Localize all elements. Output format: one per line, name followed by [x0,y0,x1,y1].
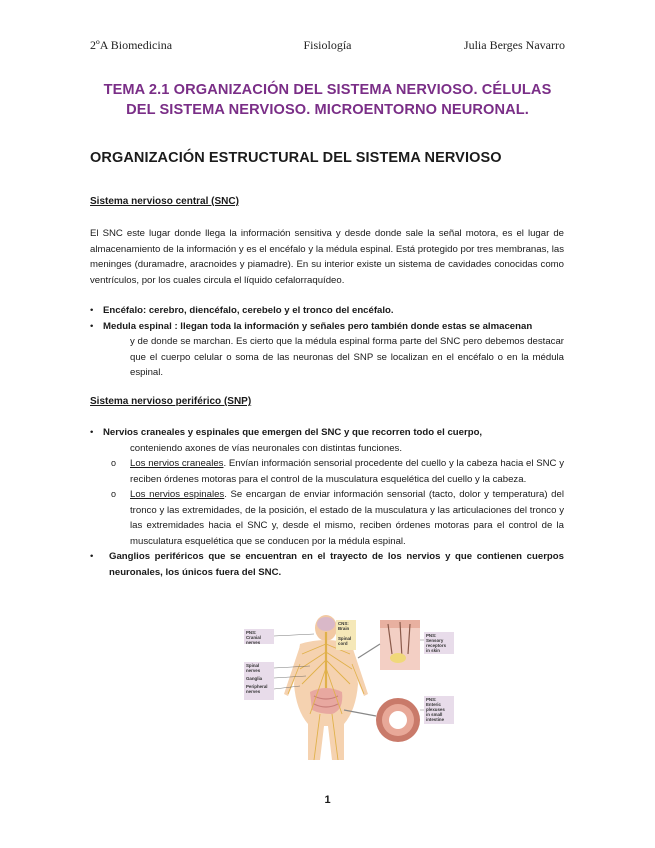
cranial-nerves-term: Los nervios craneales [130,458,224,469]
medula-bullet-lead: Medula espinal : llegan toda la información y señales pero también donde estas se almacenan [103,320,533,332]
label-plexuses: plexuses [426,707,445,712]
label-in-small: in small [426,712,443,717]
label-pns: PNS: [246,630,257,635]
topic-title-line1: TEMA 2.1 ORGANIZACIÓN DEL SISTEMA NERVIOSO. CÉLULAS [103,82,552,98]
skin-section-illustration [358,620,454,670]
list-item [90,425,564,549]
encefalo-bullet: Encéfalo: cerebro, diencéfalo, cerebelo y el tronco del encéfalo. [103,305,394,316]
label-pns: PNS: [426,697,437,702]
snc-paragraph: El SNC este lugar donde llega la información sensitiva y desde donde sale la señal motora, es el lugar de almacenamiento de la información y es el encéfalo y la médula espinal. Está protegido por tres membranas, las meninges (duramadre, aracnoides y piamadre). En su interior existe un sistema de cavidades conocidas como ventrículos, por los cuales circula el líquido cefalorraquídeo. [90,228,564,286]
header-author: Julia Berges Navarro [463,38,565,52]
label-pns: PNS: [426,633,437,638]
circle-bullet-icon: o [111,458,117,468]
header-subject: Fisiología [303,38,352,52]
label-in-skin: in skin [426,648,440,653]
snc-bullet-list [90,303,564,381]
nervios-sublist [90,456,564,549]
list-item [90,319,564,381]
topic-title [80,80,575,120]
label-cns: CNS: [338,621,349,626]
nervous-system-figure [240,614,458,762]
label-nerves: nerves [246,668,261,673]
snp-bullet-list [90,425,564,580]
label-peripheral: Peripheral [246,684,268,689]
label-cord: cord [338,641,348,646]
bullet-icon: • [90,551,94,562]
page-header [90,38,565,56]
bullet-icon: • [90,320,94,332]
spinal-nerves-term: Los nervios espinales [130,489,225,500]
bullet-icon: • [90,305,94,316]
ganglios-bullet: Ganglios periféricos que se encuentran en el trayecto de los nervios y que contienen cuerpos neuronales, los únicos fuera del SNC. [109,551,564,578]
nervios-bullet-lead: Nervios craneales y espinales que emergen del SNC y que recorren todo el cuerpo, [103,427,483,438]
label-spinal: Spinal [246,663,260,668]
list-item [111,456,564,487]
snc-heading: Sistema nervioso central (SNC) [90,196,239,207]
nervios-bullet-cont: conteniendo axones de vías neuronales con distintas funciones. [130,442,403,454]
list-item [90,549,564,580]
list-item [90,303,564,319]
bullet-icon: • [90,427,94,438]
label-cranial: Cranial [246,635,261,640]
header-course: 2ºA Biomedicina [90,38,173,52]
page-number: 1 [324,794,331,806]
label-nerves: nerves [246,689,261,694]
circle-bullet-icon: o [111,489,117,499]
label-ganglia: Ganglia [246,676,263,681]
label-receptors: receptors [426,643,447,648]
label-nerves: nerves [246,640,261,645]
topic-title-line2: DEL SISTEMA NERVIOSO. MICROENTORNO NEURONAL. [126,102,529,118]
list-item [111,487,564,549]
label-intestine: intestine [426,717,445,722]
cns-labels [336,620,356,650]
label-sensory: Sensory [426,638,444,643]
snp-heading: Sistema nervioso periférico (SNP) [90,396,252,407]
medula-bullet-cont: y de donde se marchan. Es cierto que la médula espinal forma parte del SNC pero debemos destacar que el cuerpo celular o soma de las neuronas del SNP se localizan en el encéfalo o en la médula espinal. [130,336,564,378]
label-enteric: Enteric [426,702,441,707]
spinal-nerves-text: . Se encargan de enviar información sensorial (tacto, dolor y temperatura) del tronco y las extremidades, de la posición, el estado de la musculatura y las articulaciones del tronco y las extremidades hacia el SNC y, desde el mismo, reciben órdenes motoras para el control de la musculatura esquelética que se conducen por la médula espinal. [130,489,564,547]
label-brain: Brain [338,626,350,631]
intestine-section-illustration [344,696,454,742]
section-title: ORGANIZACIÓN ESTRUCTURAL DEL SISTEMA NERVIOSO [90,150,502,166]
label-spinal-cord: Spinal [338,636,352,641]
cranial-nerves-text: . Envían información sensorial procedente del cuello y la cabeza hacia el SNC y reciben órdenes motoras para el control de la musculatura esquelética del cuello y la cabeza. [130,458,564,485]
